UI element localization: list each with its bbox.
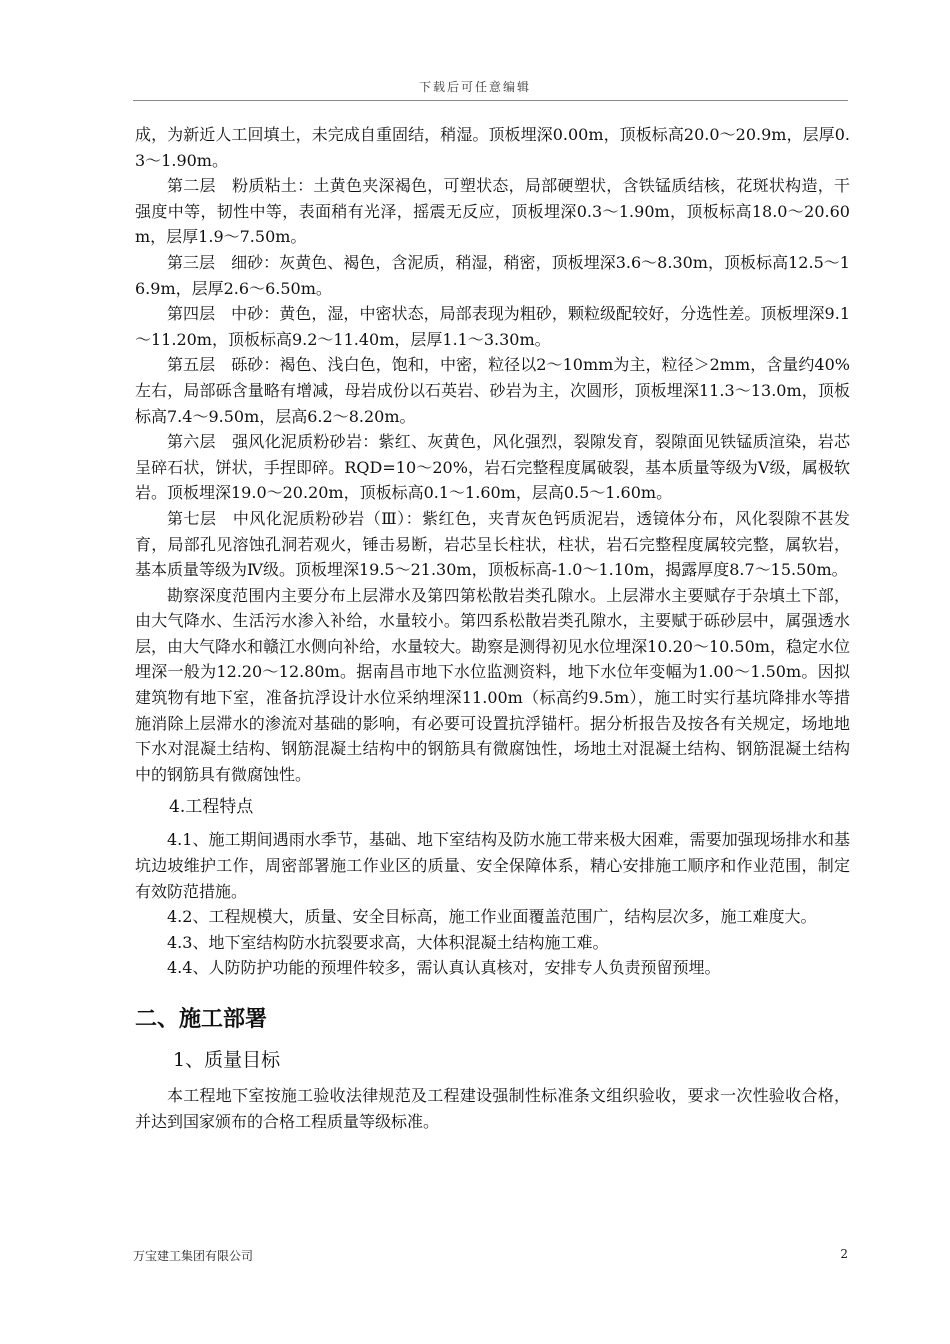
- feature-item-4-3: 4.3、地下室结构防水抗裂要求高，大体积混凝土结构施工难。: [167, 932, 609, 952]
- feature-item-4-1: 4.1、施工期间遇雨水季节，基础、地下室结构及防水施工带来极大困难，需要加强现场排水和基坑边坡维护工作，周密部署施工作业区的质量、安全保障体系，精心安排施工顺序和作业范围，制定有效防范措施。: [135, 830, 850, 901]
- page-number: 2: [840, 1247, 848, 1261]
- feature-item-4-4: 4.4、人防防护功能的预埋件较多，需认真认真核对，安排专人负责预留预埋。: [167, 958, 721, 978]
- feature-item-4-2: 4.2、工程规模大，质量、安全目标高，施工作业面覆盖范围广，结构层次多，施工难度大。: [167, 907, 817, 927]
- paragraph-quality-target: 本工程地下室按施工验收法律规范及工程建设强制性标准条文组织验收，要求一次性验收合格，并达到国家颁布的合格工程质量等级标准。: [135, 1086, 850, 1131]
- paragraph-groundwater: 勘察深度范围内主要分布上层滞水及第四第松散岩类孔隙水。上层滞水主要赋存于杂填土下部，由大气降水、生活污水渗入补给，水量较小。第四系松散岩类孔隙水，主要赋于砾砂层中，属强透水层，由大气降水和赣江水侧向补给，水量较大。勘察是测得初见水位埋深10.20～10.50m，稳定水位埋深一般为12.20～12.80m。据南昌市地下水位监测资料，地下水位年变幅为1.00～1.50m。因拟建筑物有地下室，准备抗浮设计水位采纳埋深11.00m（标高约9.5m），施工时实行基坑降排水等措施消除上层滞水的渗流对基础的影响，有必要可设置抗浮锚杆。据分析报告及按各有关规定，场地地下水对混凝土结构、钢筋混凝土结构中的钢筋具有微腐蚀性，场地土对混凝土结构、钢筋混凝土结构中的钢筋具有微腐蚀性。: [135, 585, 850, 784]
- paragraph-layer-4: 第四层 中砂：黄色，湿，中密状态，局部表现为粗砂，颗粒级配较好，分选性差。顶板埋深9.1～11.20m，顶板标高9.2～11.40m，层厚1.1～3.30m。: [135, 304, 850, 349]
- sub-heading-quality-target: 1、质量目标: [173, 1049, 281, 1071]
- paragraph-fill-layer-continued: 成，为新近人工回填土，未完成自重固结，稍湿。顶板埋深0.00m，顶板标高20.0～20.9m，层厚0.3～1.90m。: [135, 125, 850, 170]
- document-body: [135, 122, 850, 1134]
- paragraph-layer-3: 第三层 细砂：灰黄色、褐色，含泥质，稍湿，稍密，顶板埋深3.6～8.30m，顶板标高12.5～16.9m，层厚2.6～6.50m。: [135, 252, 850, 298]
- footer-company-name: 万宝建工集团有限公司: [133, 1249, 254, 1263]
- header-divider: [133, 100, 848, 101]
- page-header: 下载后可任意编辑: [418, 80, 531, 94]
- paragraph-layer-7: 第七层 中风化泥质粉砂岩（Ⅲ）：紫红色，夹青灰色钙质泥岩，透镜体分布，风化裂隙不甚发育，局部孔见溶蚀孔洞若观火，锤击易断，岩芯呈长柱状，柱状，岩石完整程度属较完整，属软岩，基本质量等级为Ⅳ级。顶板埋深19.5～21.30m，顶板标高-1.0～1.10m，揭露厚度8.7～15.50m。: [135, 508, 850, 580]
- page-footer: [133, 1247, 848, 1267]
- paragraph-layer-2: 第二层 粉质粘土：土黄色夹深褐色，可塑状态，局部硬塑状，含铁锰质结核，花斑状构造，干强度中等，韧性中等，表面稍有光泽，摇震无反应，顶板埋深0.3～1.90m，顶板标高18.0～20.60m，层厚1.9～7.50m。: [135, 176, 850, 247]
- paragraph-layer-5: 第五层 砾砂：褐色、浅白色，饱和，中密，粒径以2～10mm为主，粒径＞2mm，含量约40%左右，局部砾含量略有增减，母岩成份以石英岩、砂岩为主，次圆形，顶板埋深11.3～13.0m，顶板标高7.4～9.50m，层高6.2～8.20m。: [135, 355, 850, 426]
- chapter-heading-construction-deployment: 二、施工部署: [135, 1007, 268, 1032]
- section-heading-project-features: 4.工程特点: [169, 797, 254, 818]
- paragraph-layer-6: 第六层 强风化泥质粉砂岩：紫红、灰黄色，风化强烈，裂隙发育，裂隙面见铁锰质渲染，岩芯呈碎石状，饼状，手捏即碎。RQD=10～20%，岩石完整程度属破裂，基本质量等级为Ⅴ级，属极软岩。顶板埋深19.0～20.20m，顶板标高0.1～1.60m，层高0.5～1.60m。: [135, 432, 850, 503]
